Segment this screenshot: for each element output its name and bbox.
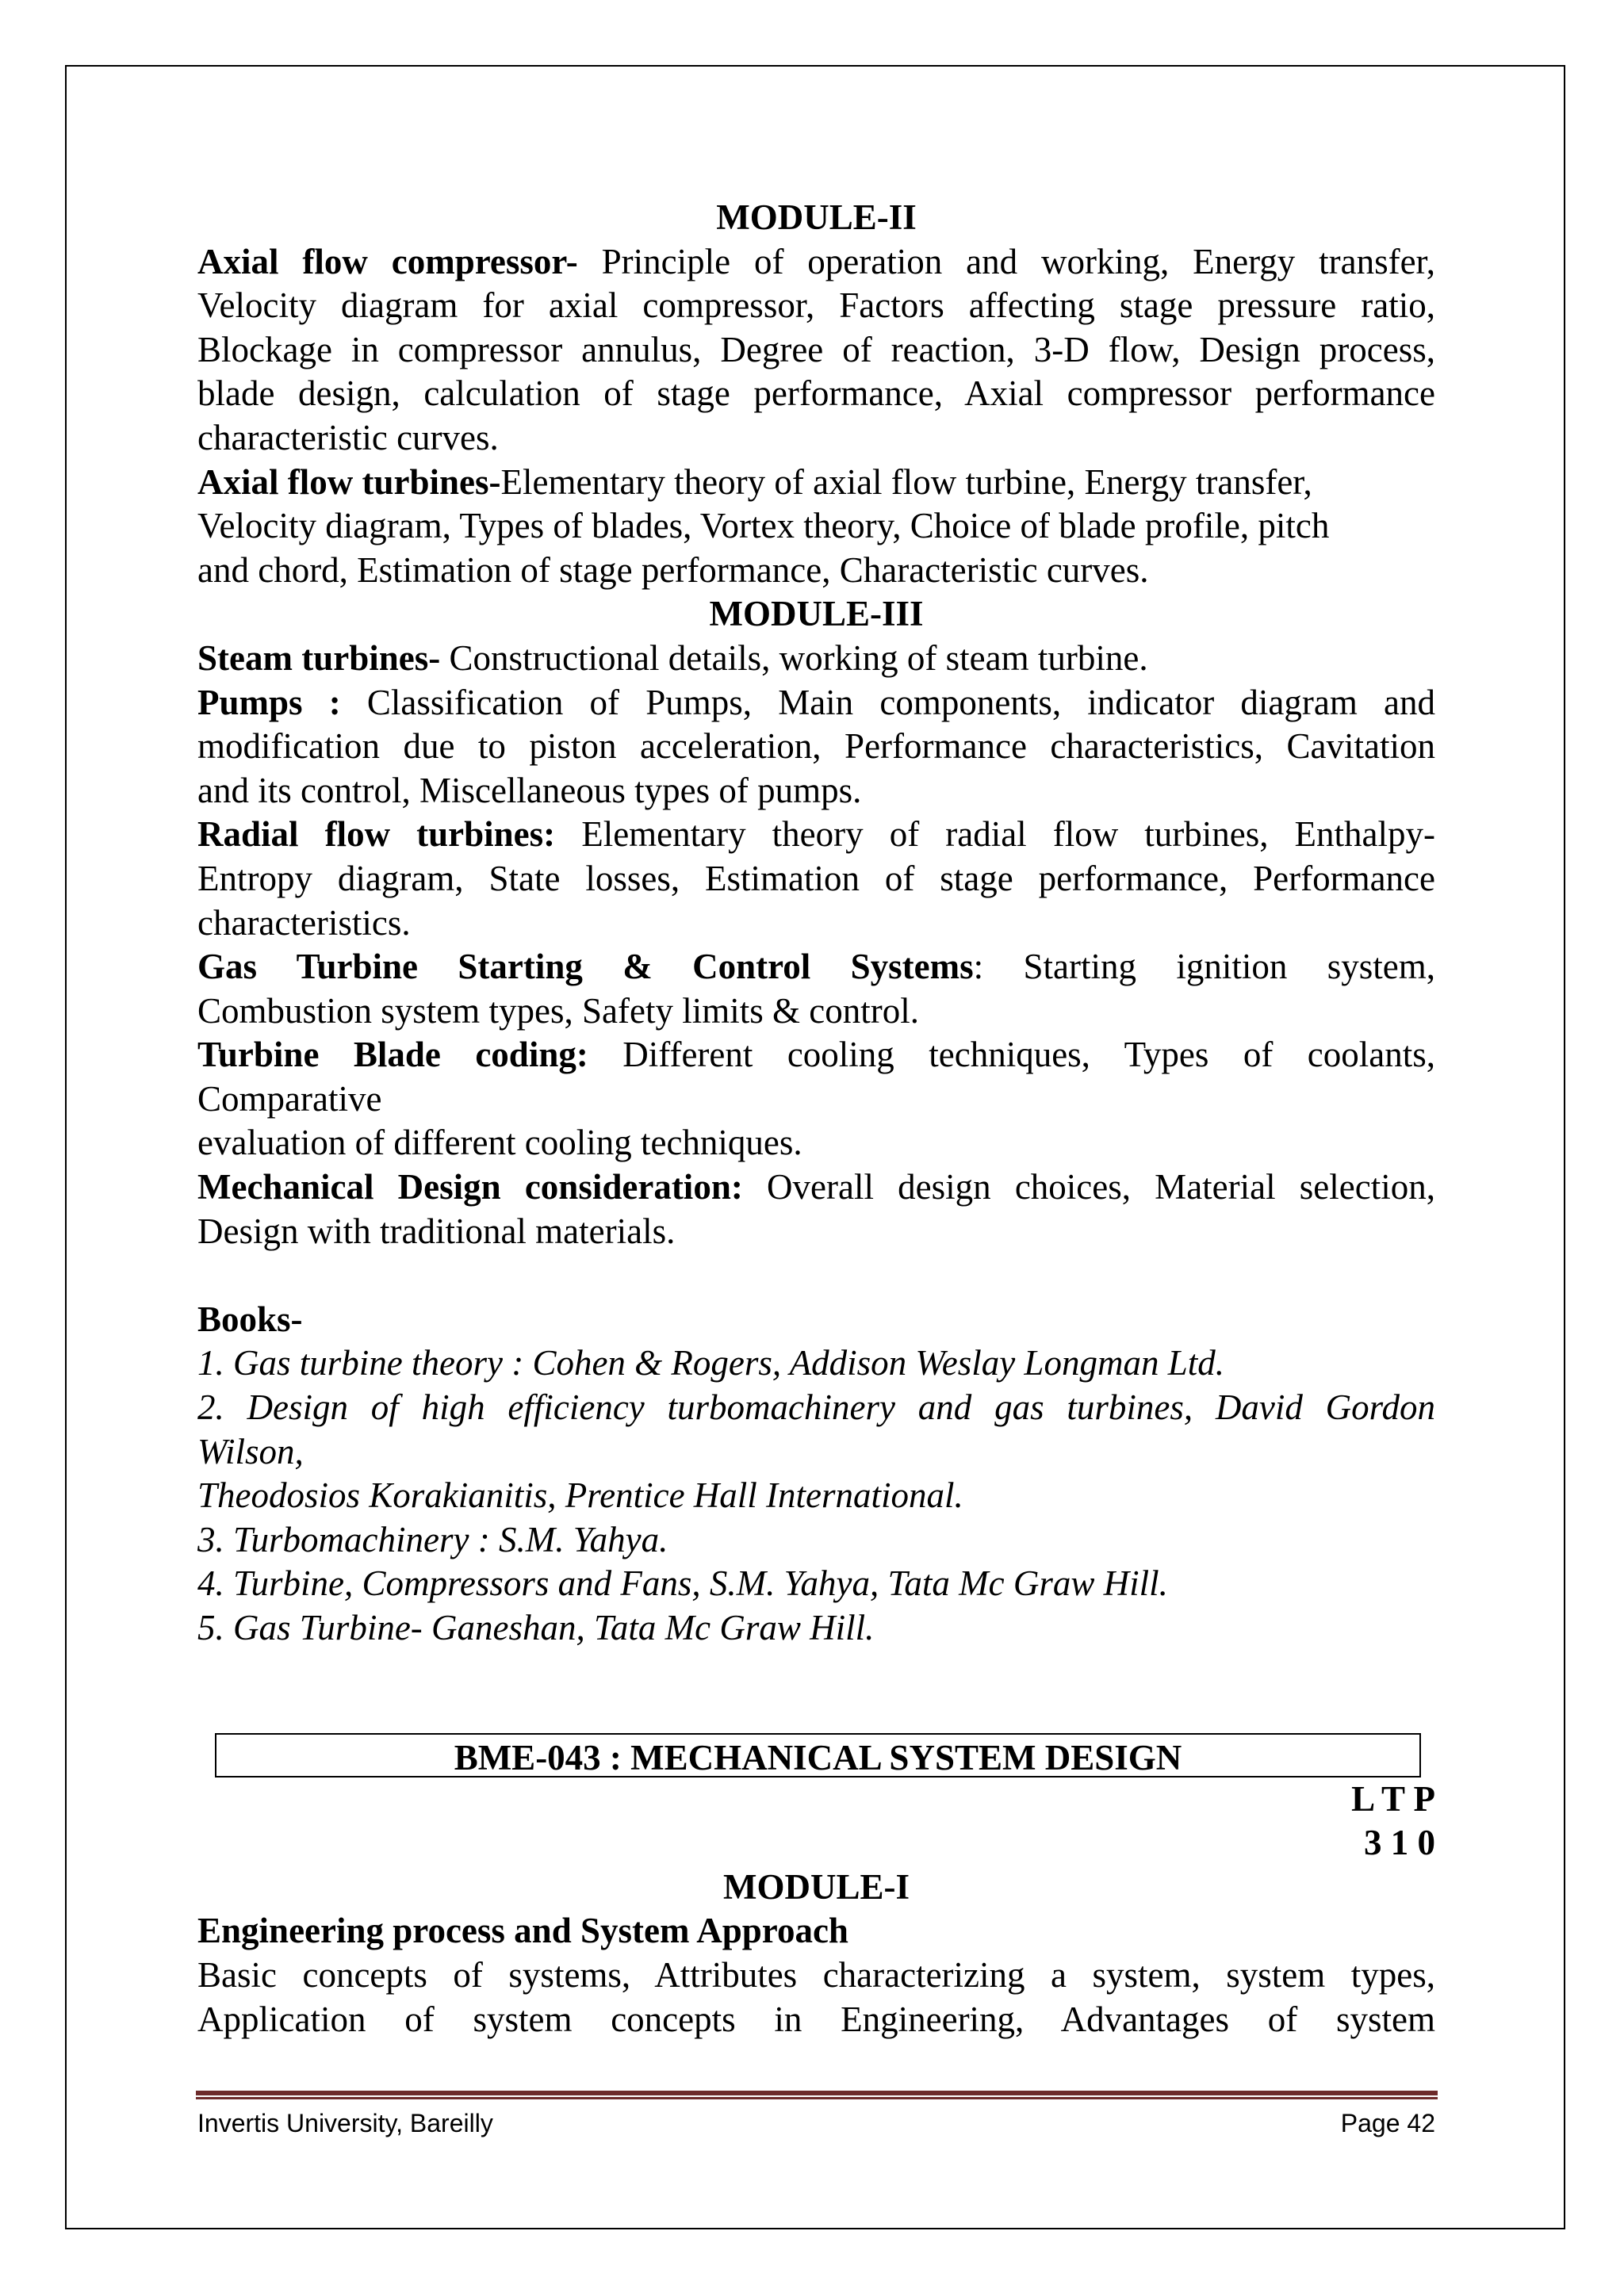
books-title: Books- bbox=[197, 1299, 303, 1339]
ltp-values: 3 1 0 bbox=[1364, 1823, 1435, 1863]
course-title-box bbox=[215, 1733, 1421, 1777]
topic-text: modification due to piston acceleration, Performance characteristics, Cavitation bbox=[197, 726, 1435, 767]
book-item: 3. Turbomachinery : S.M. Yahya. bbox=[197, 1519, 668, 1559]
section-text: Application of system concepts in Engineering, Advantages of system bbox=[197, 1999, 1435, 2039]
topic-title: Turbine Blade coding: bbox=[197, 1035, 588, 1075]
book-item: Theodosios Korakianitis, Prentice Hall International. bbox=[197, 1475, 963, 1516]
topic-axial-turbines bbox=[197, 461, 1435, 593]
topic-text: blade design, calculation of stage performance, Axial compressor performance bbox=[197, 373, 1435, 414]
section-text: Basic concepts of systems, Attributes characterizing a system, system types, bbox=[197, 1954, 1435, 1995]
topic-text: Different cooling techniques, Types of coolants, bbox=[588, 1035, 1435, 1075]
topic-text: Velocity diagram, Types of blades, Vortex theory, Choice of blade profile, pitch bbox=[197, 506, 1330, 546]
book-item: 2. Design of high efficiency turbomachinery and gas turbines, David Gordon bbox=[197, 1387, 1435, 1428]
topic-text: Classification of Pumps, Main components, indicator diagram and bbox=[340, 682, 1435, 722]
topic-radial-turbines bbox=[197, 813, 1435, 945]
topic-title: Axial flow turbines- bbox=[197, 461, 501, 502]
topic-text: and chord, Estimation of stage performance, Characteristic curves. bbox=[197, 549, 1149, 590]
topic-text: Entropy diagram, State losses, Estimation of stage performance, Performance bbox=[197, 858, 1435, 898]
topic-text: characteristic curves. bbox=[197, 417, 499, 457]
page-number: Page 42 bbox=[1340, 2109, 1435, 2137]
topic-text: Constructional details, working of steam turbine. bbox=[440, 637, 1148, 678]
topic-text: Elementary theory of axial flow turbine, Energy transfer, bbox=[500, 461, 1312, 502]
topic-text: characteristics. bbox=[197, 902, 411, 943]
topic-text: evaluation of different cooling techniques. bbox=[197, 1123, 802, 1163]
topic-pumps bbox=[197, 681, 1435, 813]
module-heading: MODULE-III bbox=[709, 594, 924, 634]
book-item: Wilson, bbox=[197, 1431, 304, 1471]
topic-text: and its control, Miscellaneous types of pumps. bbox=[197, 770, 862, 810]
topic-steam-turbines bbox=[197, 637, 1435, 681]
topic-mechanical-design bbox=[197, 1165, 1435, 1253]
section-body bbox=[197, 1954, 1435, 2042]
topic-text: Design with traditional materials. bbox=[197, 1211, 676, 1251]
topic-text: Overall design choices, Material selection, bbox=[742, 1167, 1435, 1207]
course-title: BME-043 : MECHANICAL SYSTEM DESIGN bbox=[454, 1737, 1182, 1777]
page-content bbox=[197, 196, 1435, 2042]
topic-text: Elementary theory of radial flow turbines, Enthalpy- bbox=[555, 814, 1436, 855]
book-list bbox=[197, 1341, 1435, 1650]
topic-axial-compressor bbox=[197, 240, 1435, 461]
topic-text: : Starting ignition system, bbox=[973, 947, 1435, 987]
topic-text: Combustion system types, Safety limits & control. bbox=[197, 990, 919, 1031]
topic-text: Comparative bbox=[197, 1078, 382, 1119]
topic-title: Steam turbines- bbox=[197, 637, 441, 678]
footer-rule bbox=[196, 2091, 1438, 2099]
module-heading: MODULE-I bbox=[723, 1866, 910, 1907]
footer-institution: Invertis University, Bareilly bbox=[197, 2109, 493, 2137]
book-item: 5. Gas Turbine- Ganeshan, Tata Mc Graw Hill. bbox=[197, 1608, 875, 1647]
book-item: 1. Gas turbine theory : Cohen & Rogers, Addison Weslay Longman Ltd. bbox=[197, 1343, 1224, 1383]
topic-title: Gas Turbine Starting & Control Systems bbox=[197, 947, 974, 987]
topic-text: Principle of operation and working, Energy transfer, bbox=[577, 241, 1435, 281]
book-item: 4. Turbine, Compressors and Fans, S.M. Yahya, Tata Mc Graw Hill. bbox=[197, 1563, 1168, 1604]
topic-blade-coding bbox=[197, 1033, 1435, 1165]
topic-title: Mechanical Design consideration: bbox=[197, 1167, 743, 1207]
topic-gas-turbine-starting bbox=[197, 945, 1435, 1033]
topic-text: Velocity diagram for axial compressor, Factors affecting stage pressure ratio, bbox=[197, 285, 1435, 326]
module-heading: MODULE-II bbox=[716, 197, 917, 237]
ltp-label: L T P bbox=[1351, 1778, 1435, 1819]
topic-title: Pumps : bbox=[197, 682, 341, 722]
section-subheading: Engineering process and System Approach bbox=[197, 1911, 848, 1951]
topic-title: Radial flow turbines: bbox=[197, 814, 556, 855]
topic-text: Blockage in compressor annulus, Degree of reaction, 3-D flow, Design process, bbox=[197, 329, 1435, 369]
topic-title: Axial flow compressor- bbox=[197, 241, 578, 281]
